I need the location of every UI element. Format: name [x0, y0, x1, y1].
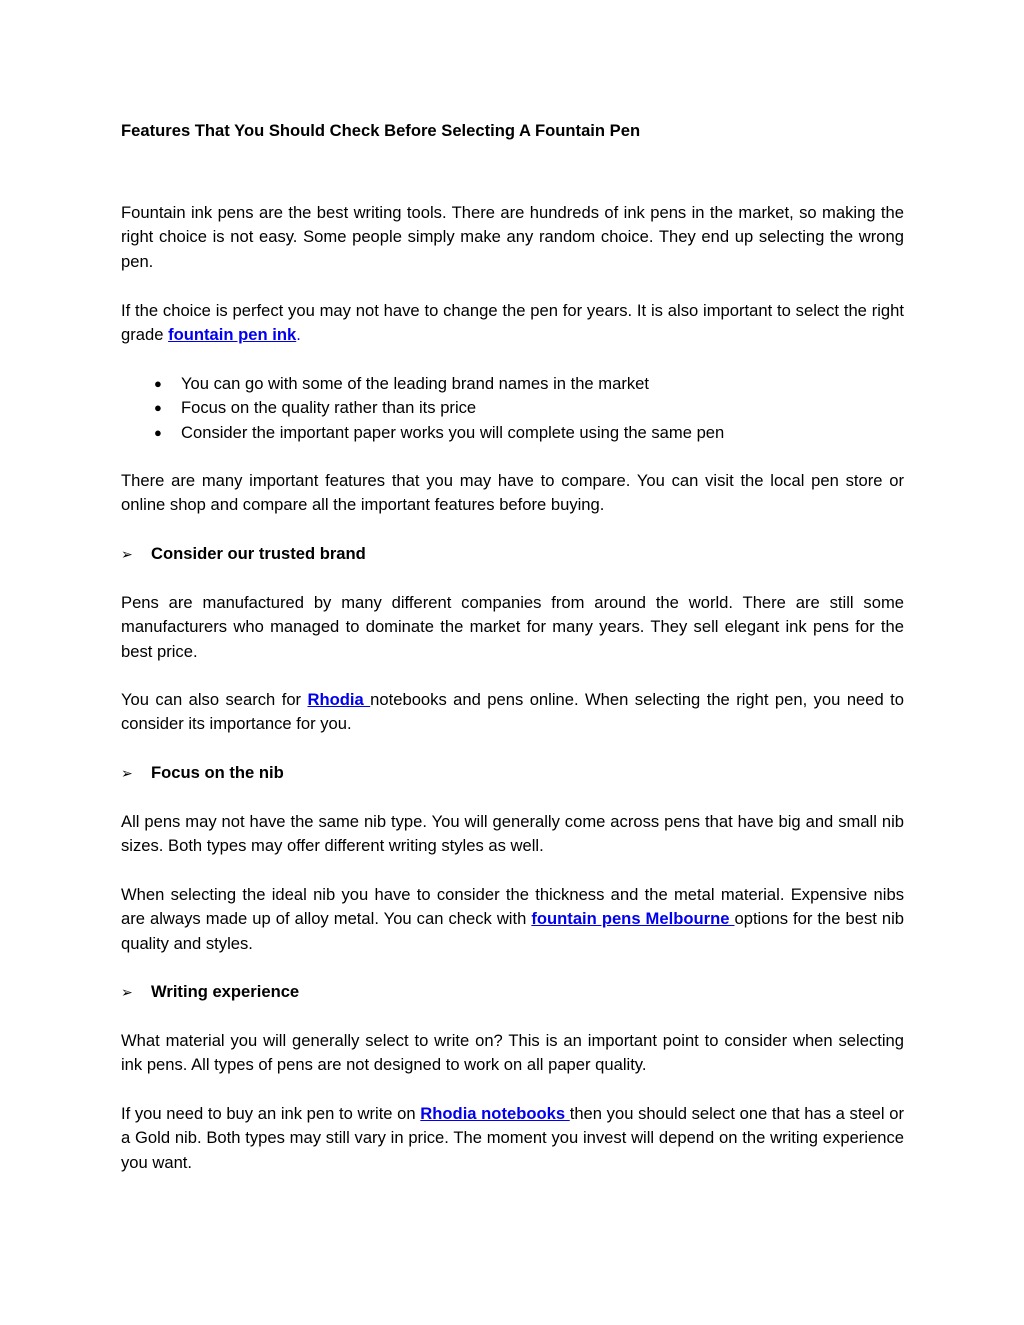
paragraph-nib-selection [121, 883, 904, 956]
heading-text: Writing experience [151, 982, 300, 1001]
paragraph-text: If the choice is perfect you may not have to change the pen for years. It is also important to select the right grade [121, 301, 904, 345]
list-item-text: You can go with some of the leading brand names in the market [181, 374, 649, 393]
rhodia-link[interactable]: Rhodia [307, 690, 371, 709]
arrow-bullet-icon: ➢ [121, 546, 133, 562]
paragraph-nib-types: All pens may not have the same nib type. You will generally come across pens that have big and small nib sizes. Both types may offer different writing styles as well. [121, 812, 904, 856]
paragraph-text: When selecting the ideal nib you have to consider the thickness and the metal material. Expensive nibs are always made up of alloy metal. You can check with [121, 885, 904, 929]
paragraph-text: If you need to buy an ink pen to write on [121, 1104, 421, 1123]
paragraph-rhodia-notebooks [121, 1102, 904, 1175]
section-heading-nib [121, 761, 284, 785]
paragraph-text: then you should select one that has a steel or a Gold nib. Both types may still vary in price. The moment you invest will depend on the writing experience you want. [121, 1104, 904, 1172]
heading-text: Focus on the nib [151, 763, 284, 782]
section-heading-brand [121, 542, 366, 566]
bullet-icon: ● [154, 376, 162, 391]
section-heading-writing [121, 980, 299, 1004]
paragraph-text: You can also search for [121, 690, 308, 709]
rhodia-notebooks-link[interactable]: Rhodia notebooks [420, 1104, 570, 1123]
paragraph-material: What material you will generally select to write on? This is an important point to consider when selecting ink pens. All types of pens are not designed to work on all paper quality. [121, 1031, 904, 1075]
paragraph-rhodia [121, 688, 904, 737]
arrow-bullet-icon: ➢ [121, 765, 133, 781]
list-item [121, 396, 904, 420]
document-title: Features That You Should Check Before Selecting A Fountain Pen [121, 121, 641, 140]
heading-text: Consider our trusted brand [151, 544, 366, 563]
fountain-pen-ink-link[interactable]: fountain pen ink [168, 325, 297, 345]
paragraph-features: There are many important features that you may have to compare. You can visit the local pen store or online shop and compare all the important features before buying. [121, 471, 904, 515]
bullet-icon: ● [154, 424, 162, 440]
paragraph-intro: Fountain ink pens are the best writing tools. There are hundreds of ink pens in the market, so making the right choice is not easy. Some people simply make any random choice. They end up selecting the wrong pen. [121, 203, 904, 271]
paragraph-text: . [296, 325, 301, 345]
paragraph-text: notebooks and pens online. When selecting the right pen, you need to consider its importance for you. [121, 690, 904, 734]
list-item [121, 372, 904, 396]
bullet-icon: ● [154, 400, 162, 416]
list-item-text: Focus on the quality rather than its price [181, 398, 477, 418]
paragraph-manufacturers: Pens are manufactured by many different companies from around the world. There are still some manufacturers who managed to dominate the market for many years. They sell elegant ink pens for the best price. [121, 593, 904, 661]
arrow-bullet-icon: ➢ [121, 984, 133, 1000]
list-item [121, 421, 904, 445]
bullet-list [121, 372, 904, 445]
paragraph-text: options for the best nib quality and styles. [121, 909, 905, 953]
list-item-text: Consider the important paper works you will complete using the same pen [181, 422, 725, 442]
paragraph-choice [121, 299, 904, 348]
fountain-pens-melbourne-link[interactable]: fountain pens Melbourne [531, 909, 735, 929]
